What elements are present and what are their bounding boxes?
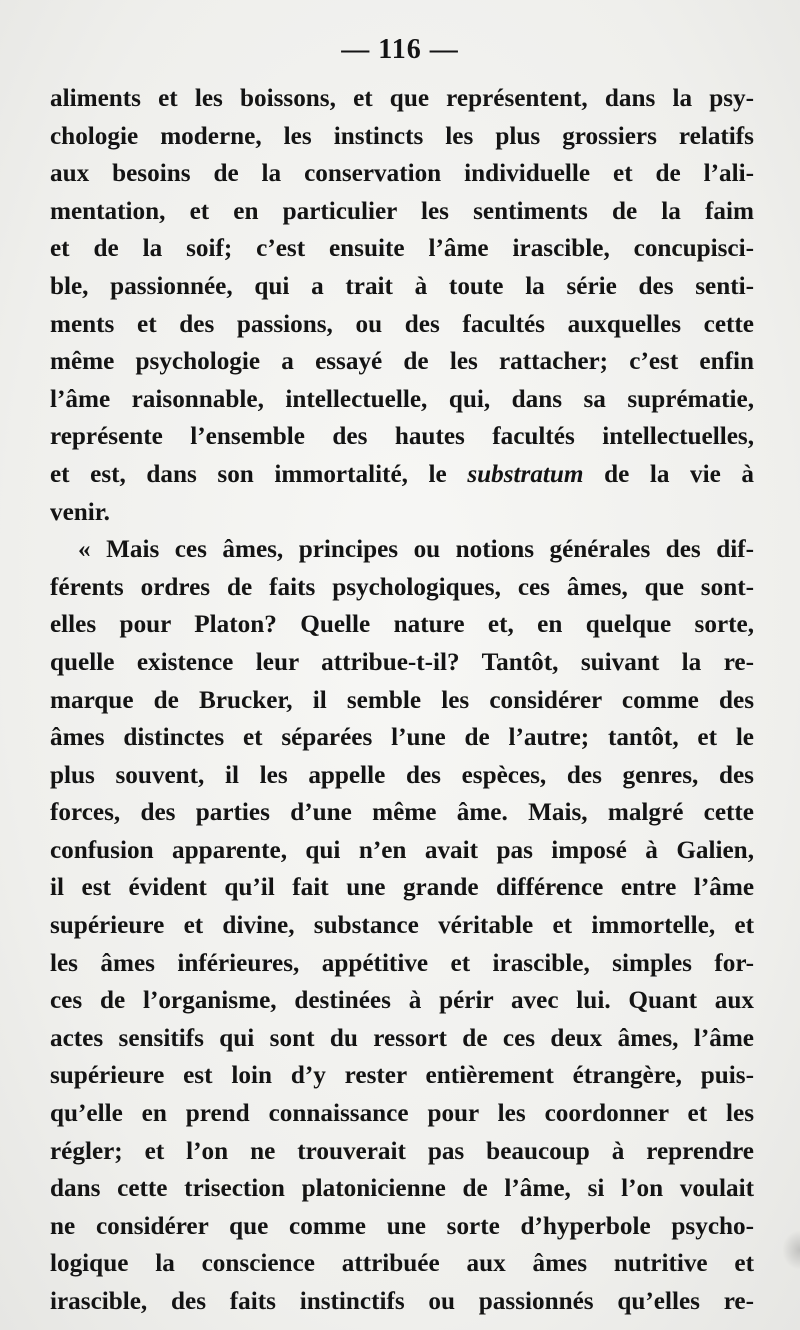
text-line: actes sensitifs qui sont du ressort de ces deux âmes, l’âme bbox=[50, 1024, 754, 1052]
text-line: âmes distinctes et séparées l’une de l’autre; tantôt, et le bbox=[50, 724, 754, 752]
text-line: supérieure et divine, substance véritable et immortelle, et bbox=[50, 912, 754, 940]
text-line: « Mais ces âmes, principes ou notions générales des dif- bbox=[78, 536, 754, 564]
text-line: elles pour Platon? Quelle nature et, en quelque sorte, bbox=[50, 611, 754, 639]
text-line: mentation, et en particulier les sentiments de la faim bbox=[50, 197, 754, 225]
text-line: même psychologie a essayé de les rattacher; c’est enfin bbox=[50, 348, 754, 376]
text-line: chologie moderne, les instincts les plus grossiers relatifs bbox=[50, 122, 754, 150]
text-line: plus souvent, il les appelle des espèces, des genres, des bbox=[50, 761, 754, 789]
text-line: marque de Brucker, il semble les considérer comme des bbox=[50, 686, 754, 714]
text-line: ments et des passions, ou des facultés auxquelles cette bbox=[50, 310, 754, 338]
text-line: les âmes inférieures, appétitive et irascible, simples for- bbox=[50, 949, 754, 977]
text-line: l’âme raisonnable, intellectuelle, qui, dans sa suprématie, bbox=[50, 385, 754, 413]
text-line: aux besoins de la conservation individuelle et de l’ali- bbox=[50, 160, 754, 188]
text-line: dans cette trisection platonicienne de l’âme, si l’on voulait bbox=[50, 1175, 754, 1203]
text-line: qu’elle en prend connaissance pour les coordonner et les bbox=[50, 1100, 754, 1128]
page-smudge bbox=[782, 1230, 800, 1270]
page-number: — 116 — bbox=[341, 34, 459, 65]
text-line: venir. bbox=[50, 498, 110, 526]
text-line: il est évident qu’il fait une grande différence entre l’âme bbox=[50, 874, 754, 902]
body-text bbox=[50, 80, 754, 1321]
text-line: ble, passionnée, qui a trait à toute la série des senti- bbox=[50, 272, 754, 300]
text-line: férents ordres de faits psychologiques, ces âmes, que sont- bbox=[50, 573, 754, 601]
text-line: et de la soif; c’est ensuite l’âme irascible, concupisci- bbox=[50, 235, 754, 263]
text-line: représente l’ensemble des hautes facultés intellectuelles, bbox=[50, 423, 754, 451]
text-line: ces de l’organisme, destinées à périr avec lui. Quant aux bbox=[50, 987, 754, 1015]
text-line: aliments et les boissons, et que représentent, dans la psy- bbox=[50, 85, 754, 112]
text-line: confusion apparente, qui n’en avait pas imposé à Galien, bbox=[50, 836, 754, 864]
text-line: ne considérer que comme une sorte d’hyperbole psycho- bbox=[50, 1212, 754, 1240]
text-line: supérieure est loin d’y rester entièrement étrangère, puis- bbox=[50, 1062, 754, 1090]
text-line: régler; et l’on ne trouverait pas beaucoup à reprendre bbox=[50, 1137, 754, 1165]
text-line: quelle existence leur attribue-t-il? Tantôt, suivant la re- bbox=[50, 648, 754, 676]
text-line: forces, des parties d’une même âme. Mais, malgré cette bbox=[50, 799, 754, 827]
text-line: et est, dans son immortalité, le substratum de la vie à bbox=[50, 460, 754, 488]
text-line: irascible, des faits instinctifs ou passionnés qu’elles re- bbox=[50, 1288, 754, 1315]
text-line: logique la conscience attribuée aux âmes nutritive et bbox=[50, 1250, 754, 1278]
